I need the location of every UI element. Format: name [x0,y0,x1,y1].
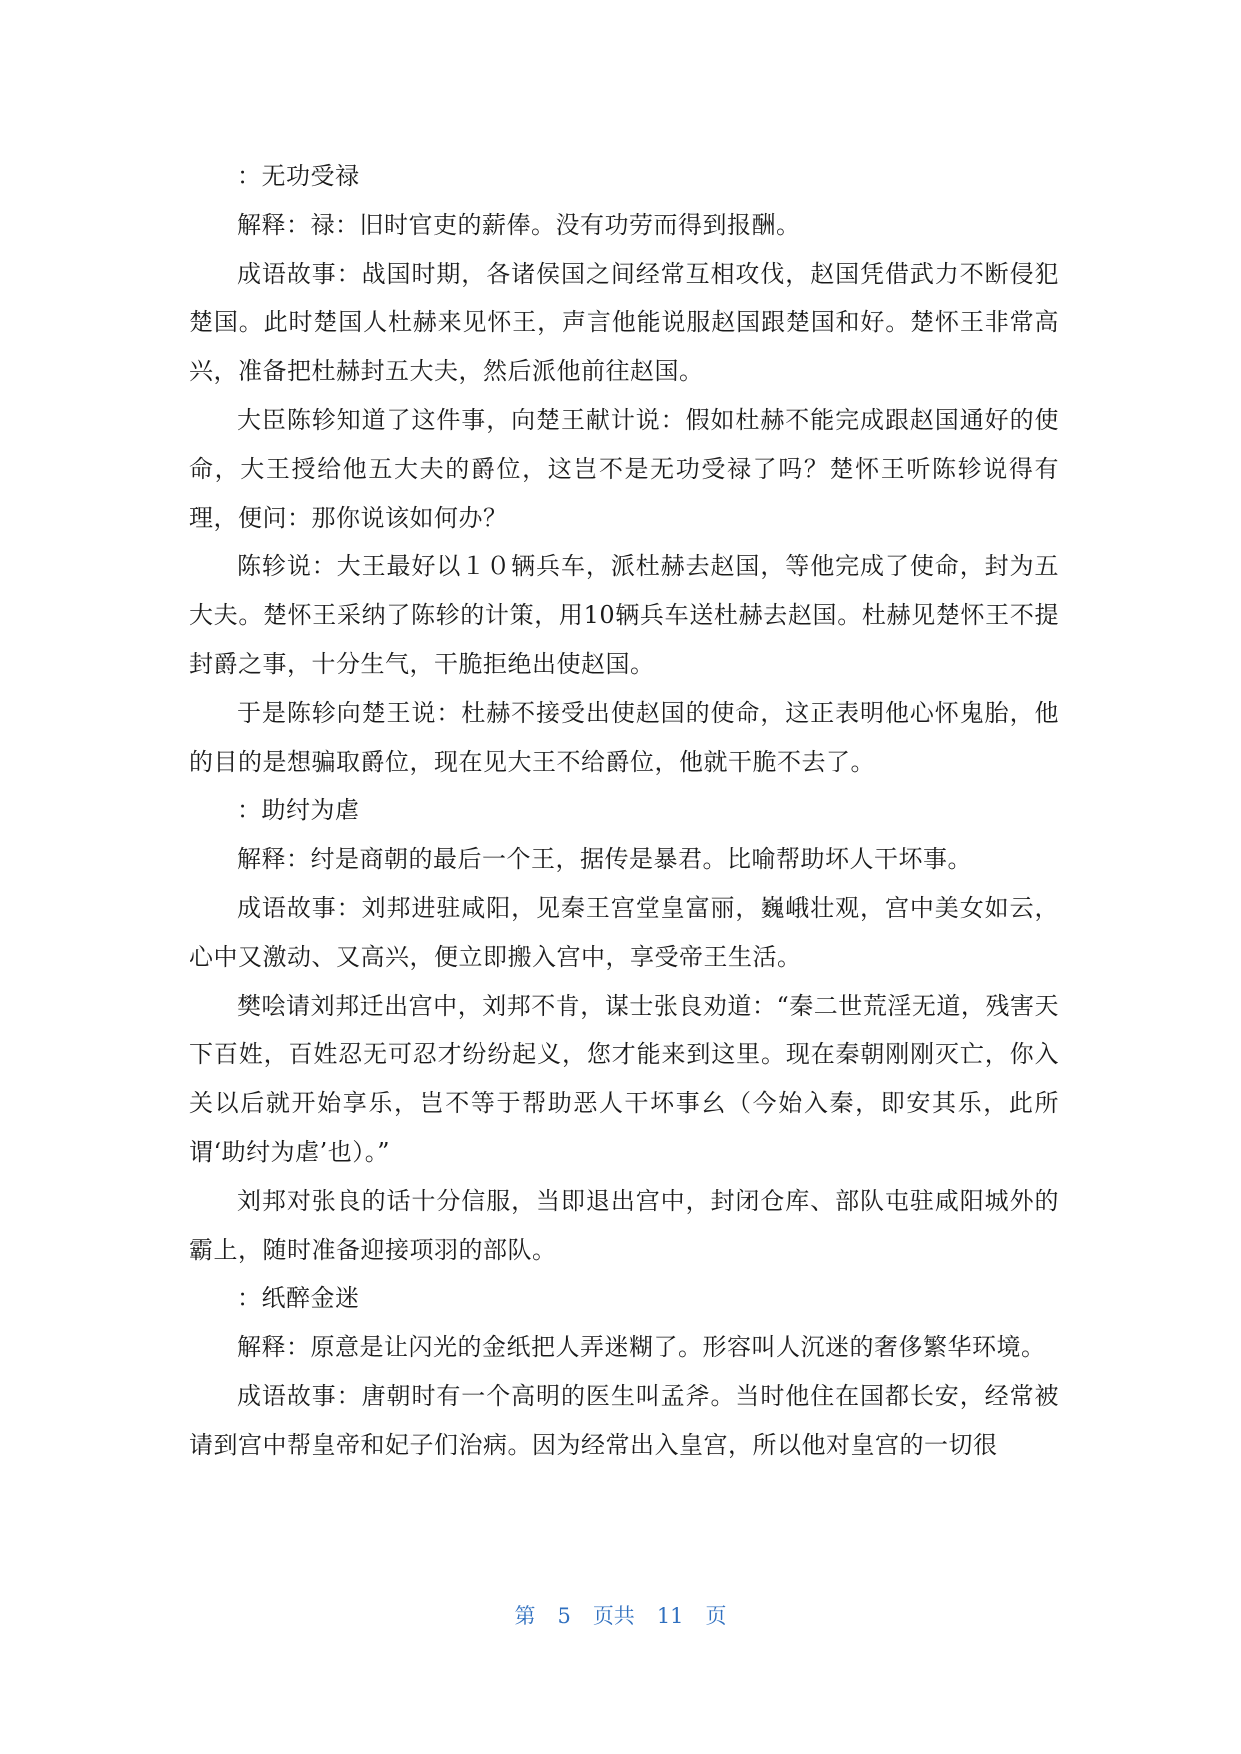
total-page-number: 11 [656,1604,684,1628]
story-paragraph: 成语故事：唐朝时有一个高明的医生叫孟斧。当时他住在国都长安，经常被请到宫中帮皇帝和妃子们治病。因为经常出入皇宫，所以他对皇宫的一切很 [189,1381,1059,1459]
story-paragraph: 陈轸说：大王最好以１０辆兵车，派杜赫去赵国，等他完成了使命，封为五大夫。楚怀王采纳了陈轸的计策，用10辆兵车送杜赫去赵国。杜赫见楚怀王不提封爵之事，十分生气，干脆拒绝出使赵国。 [189,552,1059,678]
story-paragraph: 刘邦对张良的话十分信服，当即退出宫中，封闭仓库、部队屯驻咸阳城外的霸上，随时准备迎接项羽的部队。 [189,1186,1059,1264]
story-paragraph: 樊哙请刘邦迁出宫中，刘邦不肯，谋士张良劝道：“秦二世荒淫无道，残害天下百姓，百姓忍无可忍才纷纷起义，您才能来到这里。现在秦朝刚刚灭亡，你入关以后就开始享乐，岂不等于帮助恶人干坏事幺（今始入秦，即安其乐，此所谓‘助纣为虐’也）。” [189,991,1059,1166]
explanation-paragraph: 解释：禄：旧时官吏的薪俸。没有功劳而得到报酬。 [237,210,801,239]
story-paragraph: 成语故事：刘邦进驻咸阳，见秦王宫堂皇富丽，巍峨壮观，宫中美女如云，心中又激动、又高兴，便立即搬入宫中，享受帝王生活。 [189,893,1059,971]
story-paragraph: 成语故事：战国时期，各诸侯国之间经常互相攻伐，赵国凭借武力不断侵犯楚国。此时楚国人杜赫来见怀王，声言他能说服赵国跟楚国和好。楚怀王非常高兴，准备把杜赫封五大夫，然后派他前往赵国。 [189,259,1059,386]
current-page-number: 5 [557,1604,571,1628]
page-footer [0,1600,1241,1630]
document-body [189,152,1059,1470]
footer-suffix: 页 [705,1604,727,1628]
footer-prefix: 第 [514,1604,536,1628]
explanation-paragraph: 解释：纣是商朝的最后一个王，据传是暴君。比喻帮助坏人干坏事。 [237,845,972,874]
explanation-paragraph: 解释：原意是让闪光的金纸把人弄迷糊了。形容叫人沉迷的奢侈繁华环境。 [237,1333,1046,1362]
heading-idiom-1: ：无功受禄 [237,162,360,190]
story-paragraph: 大臣陈轸知道了这件事，向楚王献计说：假如杜赫不能完成跟赵国通好的使命，大王授给他五大夫的爵位，这岂不是无功受禄了吗？楚怀王听陈轸说得有理，便问：那你说该如何办？ [189,405,1059,532]
story-paragraph: 于是陈轸向楚王说：杜赫不接受出使赵国的使命，这正表明他心怀鬼胎，他的目的是想骗取爵位，现在见大王不给爵位，他就干脆不去了。 [189,698,1059,776]
heading-idiom-3: ：纸醉金迷 [237,1284,360,1313]
footer-middle: 页共 [592,1604,635,1628]
heading-idiom-2: ：助纣为虐 [237,796,360,825]
